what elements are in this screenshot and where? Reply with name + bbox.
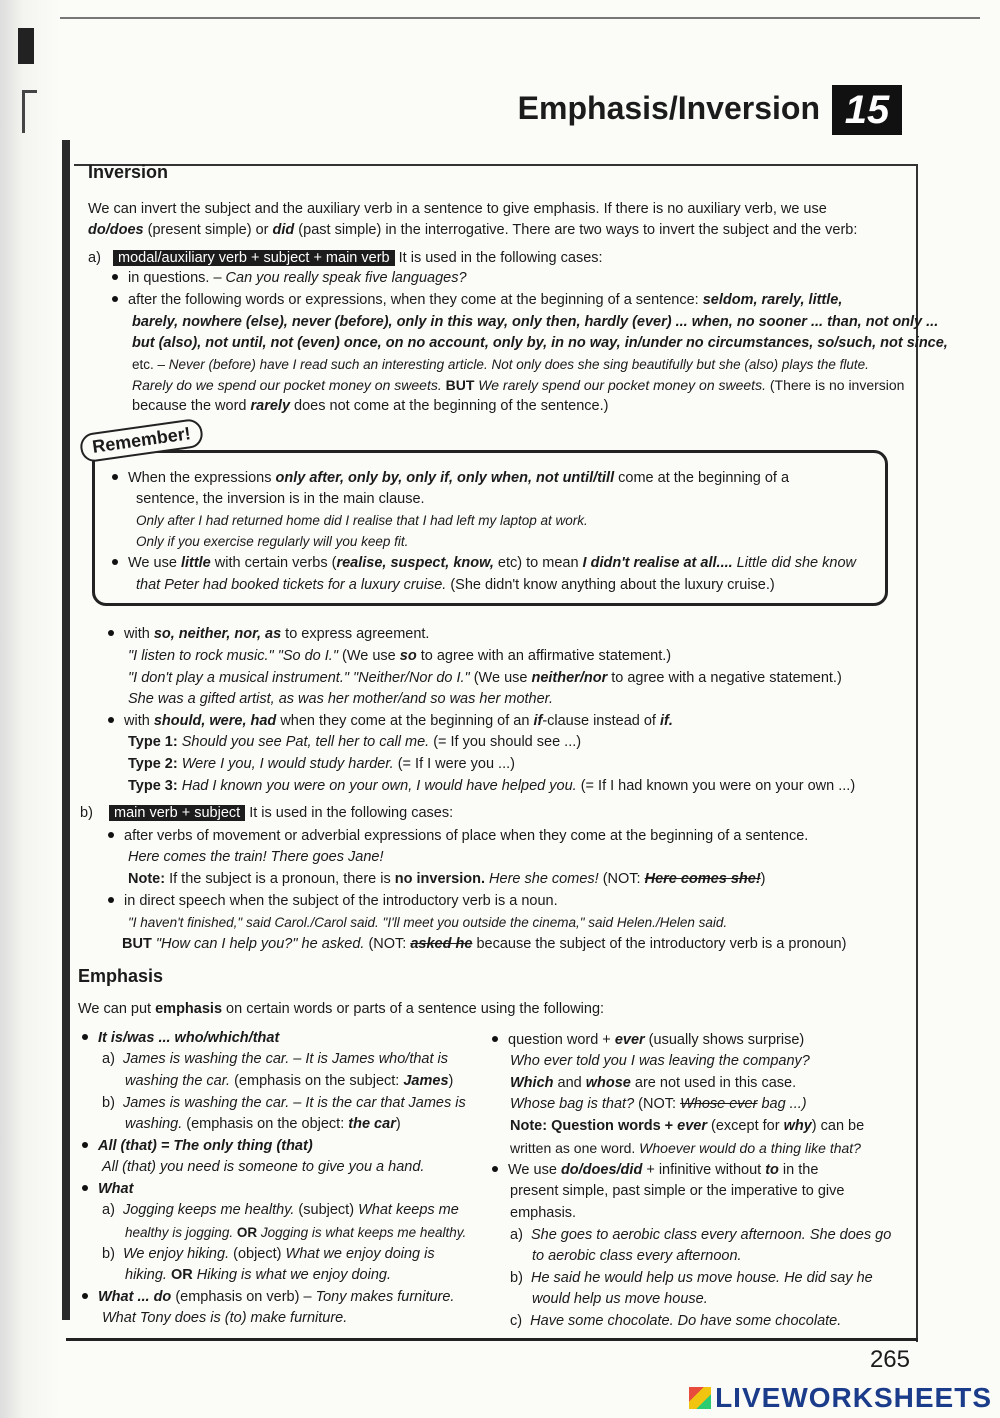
emphasis-intro: We can put emphasis on certain words or parts of a sentence using the following: — [78, 1001, 605, 1017]
example: healthy is jogging. OR Jogging is what keeps me healthy. — [125, 1225, 467, 1240]
text-line: barely, nowhere (else), never (before), only in this way, only then, hardly (ever) ... when, no sooner ... than, not only ... — [132, 314, 939, 330]
section-heading-inversion: Inversion — [88, 162, 169, 182]
example: All (that) you need is someone to give you a hand. — [102, 1159, 425, 1175]
text-line: emphasis. — [510, 1205, 577, 1221]
scan-edge — [0, 0, 60, 1418]
list-item: We use little with certain verbs (realise, suspect, know, etc) to mean I didn't realise at all.... Little did she know — [112, 553, 856, 574]
example: She was a gifted artist, as was her mother/and so was her mother. — [128, 691, 553, 707]
note: BUT "How can I help you?" he asked. (NOT: asked he because the subject of the introductory verb is a pronoun) — [122, 936, 847, 952]
text-line: but (also), not until, not (even) once, on no account, only by, in no way, in/under no circumstances, so/such, not since, — [132, 335, 948, 351]
list-item: with should, were, had when they come at the beginning of an if-clause instead of if. — [108, 711, 673, 732]
example: to aerobic class every afternoon. — [532, 1248, 742, 1264]
conditional-type-1: Type 1: Should you see Pat, tell her to call me. (= If you should see ...) — [128, 734, 582, 750]
example: What Tony does is (to) make furniture. — [102, 1310, 348, 1326]
list-item: All (that) = The only thing (that) — [82, 1136, 313, 1157]
note: Note: Question words + ever (except for why) can be — [510, 1118, 865, 1134]
example: Whose bag is that? (NOT: Whose ever bag ...) — [510, 1096, 807, 1112]
scan-mark — [18, 28, 34, 64]
page-title: Emphasis/Inversion — [517, 90, 820, 126]
rule-a-box: modal/auxiliary verb + subject + main verb — [113, 250, 395, 266]
list-item: It is/was ... who/which/that — [82, 1028, 279, 1049]
list-item: What ... do (emphasis on verb) – Tony makes furniture. — [82, 1287, 454, 1308]
conditional-type-3: Type 3: Had I known you were on your own, I would have helped you. (= If I had known you were on your own ...) — [128, 778, 856, 794]
rule-b-box: main verb + subject — [109, 805, 245, 821]
logo-cube-icon — [689, 1387, 711, 1409]
example: b) We enjoy hiking. (object) What we enjoy doing is — [102, 1246, 435, 1262]
list-item: in questions. – Can you really speak five languages? — [112, 268, 467, 289]
text-line: etc. – Never (before) have I read such an interesting article. Not only does she sing beautifully but she (also) plays the flute. — [132, 357, 869, 372]
text-line: Which and whose are not used in this case. — [510, 1075, 797, 1091]
example: hiking. OR Hiking is what we enjoy doing. — [125, 1267, 391, 1283]
example: b) He said he would help us move house. He did say he — [510, 1270, 873, 1286]
note: Note: If the subject is a pronoun, there is no inversion. Here she comes! (NOT: Here comes she!) — [128, 871, 766, 887]
example: Who ever told you I was leaving the company? — [510, 1053, 810, 1069]
example: a) James is washing the car. – It is James who/that is — [102, 1051, 449, 1067]
list-item: When the expressions only after, only by, only if, only when, not until/till come at the beginning of a — [112, 468, 789, 489]
binder-bar — [62, 140, 70, 1320]
rule-b-line: b) main verb + subject It is used in the following cases: — [80, 805, 454, 821]
list-item: after the following words or expressions, when they come at the beginning of a sentence: seldom, rarely, little, — [112, 290, 842, 311]
example: b) James is washing the car. – It is the car that James is — [102, 1095, 466, 1111]
example: "I listen to rock music." "So do I." (We use so to agree with an affirmative statement.) — [128, 648, 672, 664]
page-number: 265 — [869, 1346, 910, 1373]
inversion-intro-line2: do/does (present simple) or did (past simple) in the interrogative. There are two ways to invert the subject and the verb: — [88, 222, 858, 238]
text-line: Rarely do we spend our pocket money on sweets. BUT We rarely spend our pocket money on sweets. (There is no inversion — [132, 377, 905, 393]
remember-badge: Remember! — [79, 418, 205, 464]
list-item: What — [82, 1179, 133, 1200]
list-item: in direct speech when the subject of the introductory verb is a noun. — [108, 891, 558, 912]
conditional-type-2: Type 2: Were I you, I would study harder. (= If I were you ...) — [128, 756, 515, 772]
bottom-rule — [66, 1338, 918, 1341]
example: washing. (emphasis on the object: the car) — [125, 1116, 401, 1132]
unit-number: 15 — [832, 85, 902, 135]
list-item: We use do/does/did + infinitive without to in the — [492, 1160, 818, 1181]
note: written as one word. Whoever would do a thing like that? — [510, 1140, 861, 1156]
example: a) Jogging keeps me healthy. (subject) What keeps me — [102, 1202, 459, 1218]
list-item: with so, neither, nor, as to express agreement. — [108, 624, 429, 645]
list-item: after verbs of movement or adverbial expressions of place when they come at the beginning of a sentence. — [108, 826, 808, 847]
example: Only if you exercise regularly will you keep fit. — [136, 534, 409, 549]
example: washing the car. (emphasis on the subject: James) — [125, 1073, 454, 1089]
text-line: because the word rarely does not come at the beginning of the sentence.) — [132, 398, 609, 414]
section-heading-emphasis: Emphasis — [78, 966, 164, 986]
example: "I don't play a musical instrument." "Neither/Nor do I." (We use neither/nor to agree with a negative statement.) — [128, 670, 842, 686]
list-item: question word + ever (usually shows surprise) — [492, 1030, 804, 1051]
text-line: sentence, the inversion is in the main clause. — [136, 491, 425, 507]
inversion-intro-line1: We can invert the subject and the auxiliary verb in a sentence to give emphasis. If there is no auxiliary verb, we use — [88, 201, 827, 217]
top-rule — [60, 17, 980, 19]
example: Only after I had returned home did I realise that I had left my laptop at work. — [136, 513, 588, 528]
text-line: present simple, past simple or the imperative to give — [510, 1183, 845, 1199]
scan-mark — [22, 90, 37, 133]
example: would help us move house. — [532, 1291, 708, 1307]
example: "I haven't finished," said Carol./Carol said. "I'll meet you outside the cinema," said Helen./Helen said. — [128, 915, 728, 930]
brand-logo: LIVEWORKSHEETS — [689, 1382, 992, 1414]
example: a) She goes to aerobic class every afternoon. She does go — [510, 1227, 892, 1243]
rule-a-line: a) modal/auxiliary verb + subject + main verb It is used in the following cases: — [88, 250, 603, 266]
example: c) Have some chocolate. Do have some chocolate. — [510, 1313, 842, 1329]
text-line: that Peter had booked tickets for a luxury cruise. (She didn't know anything about the luxury cruise.) — [136, 577, 775, 593]
example: Here comes the train! There goes Jane! — [128, 849, 384, 865]
